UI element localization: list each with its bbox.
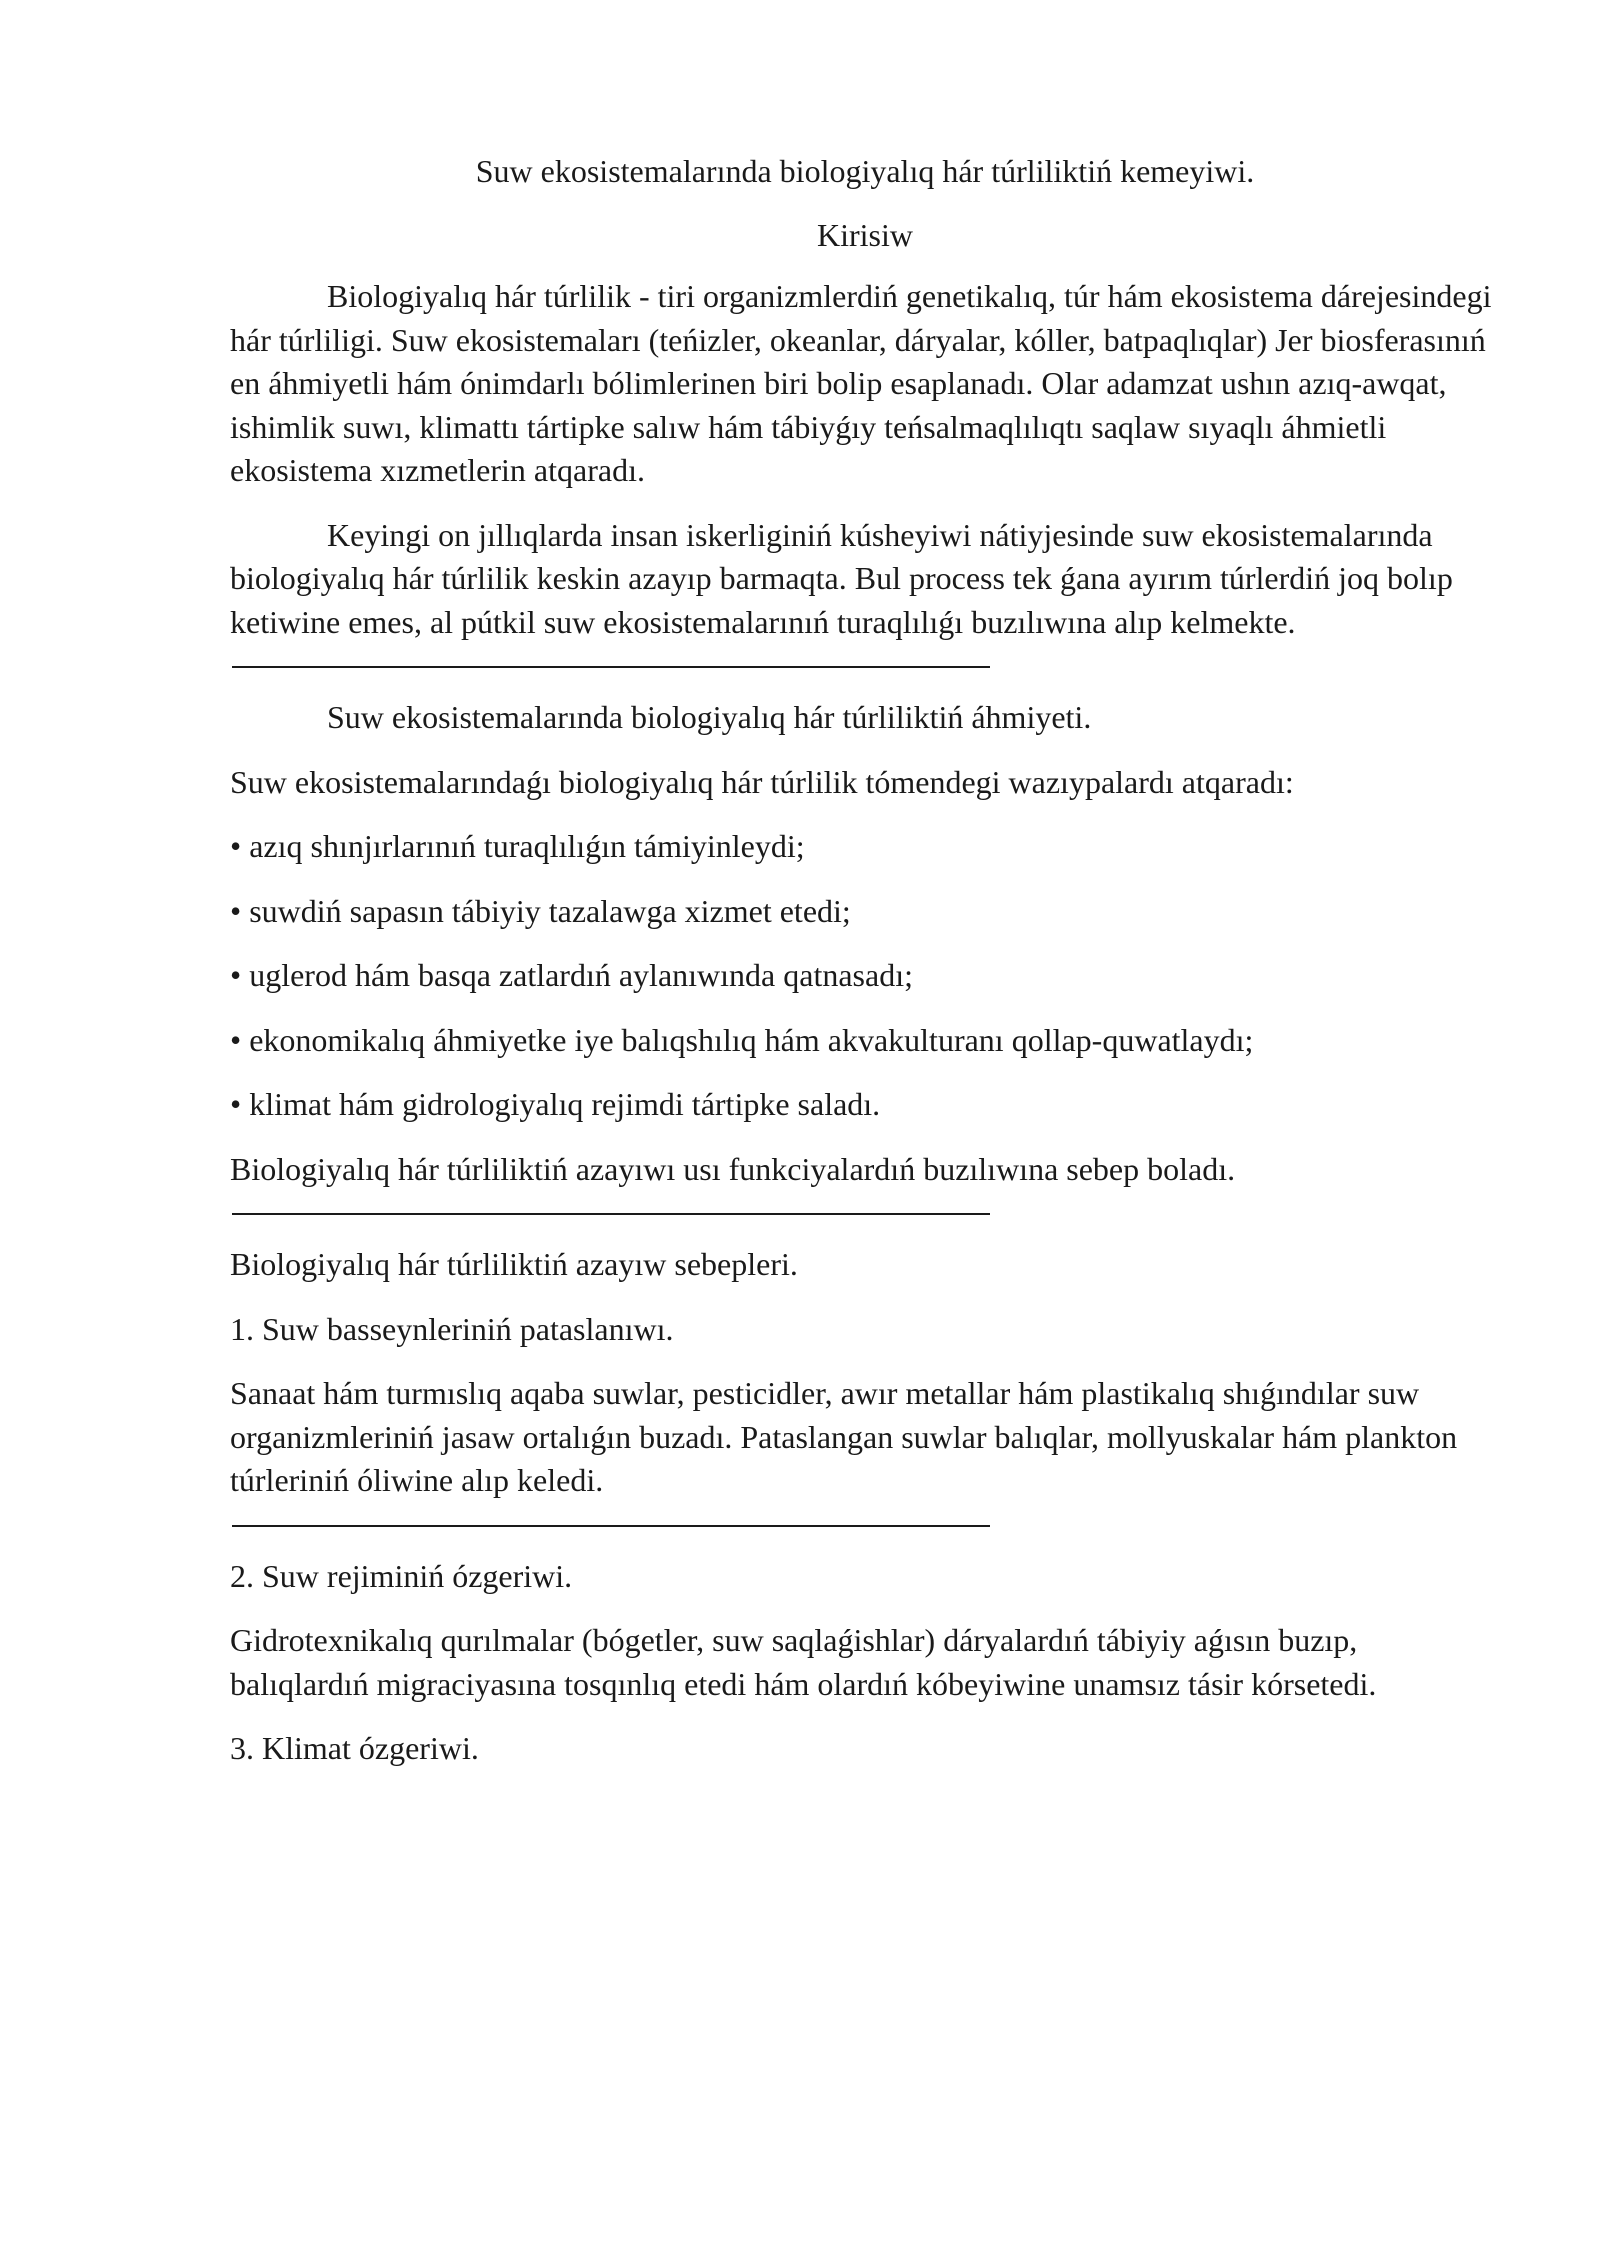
cause-2-title: 2. Suw rejiminiń ózgeriwi. <box>230 1557 573 1594</box>
list-item-text: uglerod hám basqa zatlardıń aylanıwında qatnasadı; <box>249 957 913 993</box>
bullet-icon: • <box>230 957 242 993</box>
list-item <box>230 954 1500 998</box>
cause-2-text: Gidrotexnikalıq qurılmalar (bógetler, suw saqlaǵishlar) dáryalardıń tábiyiy aǵısın buzıp, balıqlardıń migraciyasına tosqınlıq etedi hám olardıń kóbeyiwine unamsız tásir kórsetedi. <box>230 1622 1377 1702</box>
bullet-icon: • <box>230 1086 242 1122</box>
section1-conclusion: Biologiyalıq hár túrliliktiń azayıwı usı funkciyalardıń buzılıwına sebep boladı. <box>230 1150 1236 1187</box>
section-divider <box>232 1525 990 1527</box>
section1-lead: Suw ekosistemalarındaǵı biologiyalıq hár túrlilik tómendegi wazıypalardı atqaradı: <box>230 763 1294 800</box>
document-page <box>230 150 1500 1792</box>
cause-1-title: 1. Suw basseynleriniń pataslanıwı. <box>230 1310 674 1347</box>
section1-bullet-list <box>230 825 1500 1127</box>
list-item <box>230 890 1500 934</box>
document-title: Suw ekosistemalarında biologiyalıq hár túrliliktiń kemeyiwi. <box>475 153 1255 189</box>
list-item-text: suwdiń sapasın tábiyiy tazalawga xizmet etedi; <box>249 892 851 929</box>
list-item-text: azıq shınjırlarınıń turaqlılıǵın támiyinleydi; <box>249 828 805 864</box>
intro-paragraph-2: Keyingi on jıllıqlarda insan iskerliginiń kúsheyiwi nátiyjesinde suw ekosistemalarında biologiyalıq hár túrlilik keskin azayıp barmaqta. Bul process tek ǵana ayırım túrlerdiń joq bolıp ketiwine emes, al pútkil suw ekosistemalarınıń turaqlılıǵı buzılıwına alıp kelmekte. <box>230 516 1453 640</box>
list-item <box>230 1019 1500 1063</box>
section-divider <box>232 1213 990 1215</box>
section1-heading: Suw ekosistemalarında biologiyalıq hár túrliliktiń áhmiyeti. <box>327 699 1092 735</box>
bullet-icon: • <box>230 828 242 864</box>
intro-heading: Kirisiw <box>817 216 913 253</box>
section2-heading: Biologiyalıq hár túrliliktiń azayıw sebepleri. <box>230 1246 798 1282</box>
cause-3-title: 3. Klimat ózgeriwi. <box>230 1730 479 1766</box>
bullet-icon: • <box>230 1021 242 1058</box>
list-item-text: ekonomikalıq áhmiyetke iye balıqshılıq hám akvakulturanı qollap-quwatlaydı; <box>249 1021 1254 1058</box>
cause-1-text: Sanaat hám turmıslıq aqaba suwlar, pesticidler, awır metallar hám plastikalıq shıǵındılar suw organizmleriniń jasaw ortalıǵın buzadı. Pataslangan suwlar balıqlar, mollyuskalar hám plankton túrleriniń óliwine alıp keledi. <box>230 1375 1458 1498</box>
intro-paragraph-1: Biologiyalıq hár túrlilik - tiri organizmlerdiń genetikalıq, túr hám ekosistema dárejesindegi hár túrliligi. Suw ekosistemaları (teńizler, okeanlar, dáryalar, kóller, batpaqlıqlar) Jer biosferasınıń en áhmiyetli hám ónimdarlı bólimlerinen biri bolip esaplanadı. Olar adamzat ushın azıq-awqat, ishimlik suwı, klimattı tártipke salıw hám tábiyǵıy teńsalmaqlılıqtı saqlaw sıyaqlı áhmietli ekosistema xızmetlerin atqaradı. <box>230 278 1492 488</box>
bullet-icon: • <box>230 892 242 929</box>
list-item <box>230 825 1500 869</box>
list-item <box>230 1083 1500 1127</box>
section-divider <box>232 666 990 668</box>
list-item-text: klimat hám gidrologiyalıq rejimdi tártipke saladı. <box>249 1086 881 1122</box>
